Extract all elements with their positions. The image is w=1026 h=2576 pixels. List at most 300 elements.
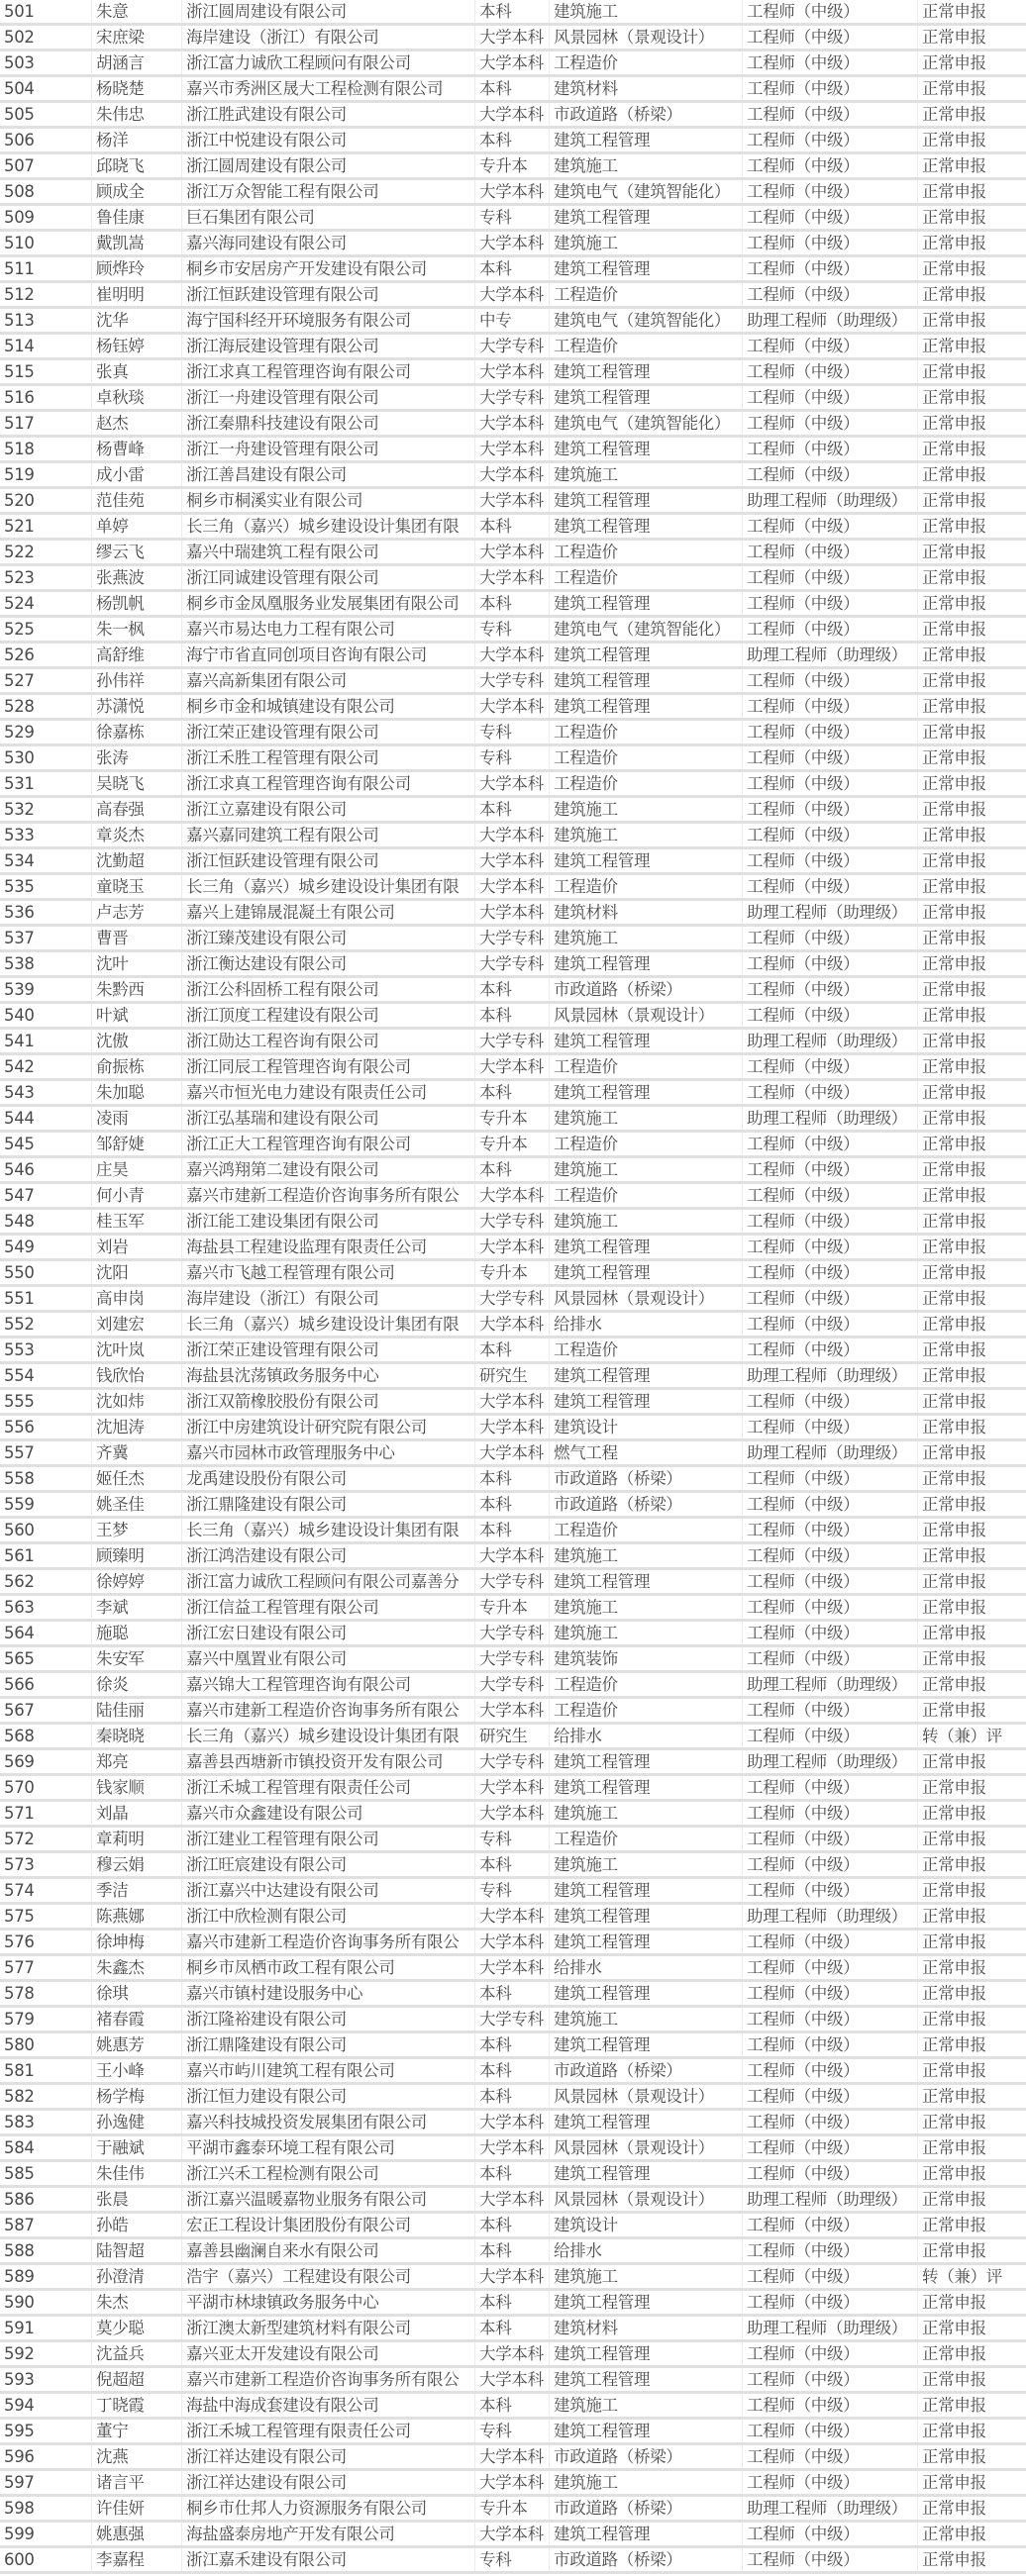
- table-row: [0, 2420, 1026, 2445]
- major-cell: 建筑施工: [550, 2394, 743, 2417]
- applicant-name-cell: 秦晓晓: [92, 1725, 182, 1747]
- table-row: [0, 386, 1026, 412]
- company-cell: 长三角（嘉兴）城乡建设设计集团有限: [182, 1725, 475, 1747]
- education-cell: 大学本科: [475, 360, 550, 383]
- application-type-cell: 正常申报: [922, 851, 986, 870]
- application-type-cell: 正常申报: [922, 1109, 986, 1128]
- major-cell: 风景园林（景观设计）: [550, 2136, 743, 2159]
- row-number-cell: 503: [0, 51, 92, 74]
- title-level-cell: 工程师（中级）: [743, 1622, 918, 1644]
- application-type-cell: 正常申报: [922, 1340, 986, 1359]
- table-row: [0, 2497, 1026, 2523]
- education-cell: 大学专科: [475, 1750, 550, 1773]
- table-row: [0, 1570, 1026, 1596]
- applicant-name-cell: 刘岩: [92, 1236, 182, 1258]
- title-level-cell: 工程师（中级）: [743, 1931, 918, 1953]
- company-cell: 浙江兴禾工程检测有限公司: [182, 2162, 475, 2185]
- application-type-cell: 正常申报: [922, 53, 986, 72]
- table-row: [0, 875, 1026, 901]
- major-cell: 建筑工程管理: [550, 592, 743, 615]
- title-level-cell: 工程师（中级）: [743, 592, 918, 615]
- company-cell: 海宁国科经开环境服务有限公司: [182, 309, 475, 332]
- row-number-cell: 569: [0, 1750, 92, 1773]
- education-cell: 大学本科: [475, 2188, 550, 2211]
- title-level-cell: 助理工程师（助理级）: [743, 2317, 918, 2339]
- applicant-name-cell: 朱加聪: [92, 1081, 182, 1104]
- application-type-cell: 正常申报: [922, 1752, 986, 1771]
- applicant-name-cell: 吴晓飞: [92, 772, 182, 795]
- company-cell: 浙江中悦建设有限公司: [182, 129, 475, 151]
- title-level-cell: 工程师（中级）: [743, 1004, 918, 1027]
- company-cell: 浙江隆裕建设有限公司: [182, 2008, 475, 2031]
- company-cell: 浙江恒跃建设管理有限公司: [182, 849, 475, 872]
- application-type-cell: 正常申报: [922, 440, 986, 458]
- applicant-name-cell: 于融斌: [92, 2136, 182, 2159]
- title-level-cell: 工程师（中级）: [743, 2368, 918, 2391]
- table-row: [0, 1931, 1026, 1956]
- application-type-cell: 正常申报: [922, 543, 986, 561]
- title-level-cell: 工程师（中级）: [743, 103, 918, 126]
- table-row: [0, 1802, 1026, 1828]
- applicant-name-cell: 徐嘉栋: [92, 721, 182, 743]
- education-cell: 大学本科: [475, 695, 550, 718]
- education-cell: 大学本科: [475, 875, 550, 898]
- applicant-name-cell: 李斌: [92, 1596, 182, 1619]
- row-number-cell: 559: [0, 1493, 92, 1516]
- table-row: [0, 2342, 1026, 2368]
- education-cell: 大学专科: [475, 669, 550, 692]
- row-number-cell: 542: [0, 1055, 92, 1078]
- table-row: [0, 1055, 1026, 1081]
- major-cell: 建筑设计: [550, 1416, 743, 1438]
- table-row: [0, 1107, 1026, 1133]
- title-level-cell: 工程师（中级）: [743, 721, 918, 743]
- application-type-cell: 正常申报: [922, 2010, 986, 2029]
- title-level-cell: 助理工程师（助理级）: [743, 1750, 918, 1773]
- major-cell: 给排水: [550, 1313, 743, 1336]
- row-number-cell: 526: [0, 644, 92, 666]
- row-number-cell: 596: [0, 2445, 92, 2468]
- application-type-cell: 转（兼）评: [922, 2267, 1003, 2286]
- title-level-cell: 工程师（中级）: [743, 772, 918, 795]
- major-cell: 建筑工程管理: [550, 438, 743, 460]
- application-type-cell: 正常申报: [922, 1443, 986, 1462]
- education-cell: 大学本科: [475, 1390, 550, 1413]
- education-cell: 专科: [475, 1879, 550, 1902]
- table-row: [0, 1261, 1026, 1287]
- major-cell: 工程造价: [550, 746, 743, 769]
- row-number-cell: 508: [0, 180, 92, 203]
- major-cell: 建筑工程管理: [550, 669, 743, 692]
- major-cell: 工程造价: [550, 1055, 743, 1078]
- application-type-cell: 正常申报: [922, 1830, 986, 1848]
- applicant-name-cell: 高舒维: [92, 644, 182, 666]
- company-cell: 嘉兴高新集团有限公司: [182, 669, 475, 692]
- table-row: [0, 541, 1026, 566]
- applicant-name-cell: 朱意: [92, 0, 182, 23]
- table-row: [0, 412, 1026, 438]
- applicant-name-cell: 缪云飞: [92, 541, 182, 563]
- row-number-cell: 600: [0, 2548, 92, 2571]
- table-row: [0, 1133, 1026, 1158]
- company-cell: 浙江宏日建设有限公司: [182, 1622, 475, 1644]
- table-row: [0, 2471, 1026, 2497]
- major-cell: 建筑工程管理: [550, 1750, 743, 1773]
- major-cell: 建筑施工: [550, 1802, 743, 1825]
- education-cell: 研究生: [475, 1725, 550, 1747]
- title-level-cell: 工程师（中级）: [743, 1699, 918, 1722]
- major-cell: 建筑设计: [550, 2214, 743, 2236]
- row-number-cell: 589: [0, 2265, 92, 2288]
- education-cell: 大学专科: [475, 1210, 550, 1233]
- major-cell: 建筑施工: [550, 154, 743, 177]
- applicant-name-cell: 穆云娟: [92, 1853, 182, 1876]
- major-cell: 建筑工程管理: [550, 1905, 743, 1928]
- title-level-cell: 工程师（中级）: [743, 232, 918, 254]
- application-type-cell: 正常申报: [922, 1418, 986, 1437]
- company-cell: 嘉兴市建新工程造价咨询事务所有限公: [182, 1931, 475, 1953]
- table-row: [0, 1390, 1026, 1416]
- title-level-cell: 工程师（中级）: [743, 515, 918, 538]
- title-level-cell: 工程师（中级）: [743, 1493, 918, 1516]
- title-level-cell: 工程师（中级）: [743, 1133, 918, 1155]
- company-cell: 嘉兴市屿川建筑工程有限公司: [182, 2059, 475, 2082]
- table-row: [0, 2059, 1026, 2085]
- row-number-cell: 566: [0, 1673, 92, 1696]
- applicant-name-cell: 章莉明: [92, 1828, 182, 1850]
- applicant-name-cell: 杨曹峰: [92, 438, 182, 460]
- company-cell: 桐乡市金凤凰服务业发展集团有限公司: [182, 592, 475, 615]
- title-level-cell: 工程师（中级）: [743, 927, 918, 949]
- row-number-cell: 571: [0, 1802, 92, 1825]
- company-cell: 桐乡市仕邦人力资源服务有限公司: [182, 2497, 475, 2520]
- company-cell: 嘉兴亚太开发建设有限公司: [182, 2342, 475, 2365]
- row-number-cell: 594: [0, 2394, 92, 2417]
- education-cell: 本科: [475, 2162, 550, 2185]
- education-cell: 大学本科: [475, 2368, 550, 2391]
- major-cell: 建筑工程管理: [550, 1236, 743, 1258]
- title-level-cell: 工程师（中级）: [743, 1570, 918, 1593]
- title-level-cell: 工程师（中级）: [743, 2162, 918, 2185]
- table-row: [0, 1699, 1026, 1725]
- major-cell: 建筑工程管理: [550, 644, 743, 666]
- major-cell: 建筑工程管理: [550, 2523, 743, 2545]
- row-number-cell: 574: [0, 1879, 92, 1902]
- row-number-cell: 535: [0, 875, 92, 898]
- applicant-name-cell: 章炎杰: [92, 824, 182, 846]
- applicant-name-cell: 朱杰: [92, 2291, 182, 2314]
- row-number-cell: 522: [0, 541, 92, 563]
- title-level-cell: 工程师（中级）: [743, 695, 918, 718]
- major-cell: 市政道路（桥梁）: [550, 103, 743, 126]
- education-cell: 专科: [475, 1828, 550, 1850]
- table-row: [0, 438, 1026, 463]
- education-cell: 本科: [475, 1467, 550, 1490]
- row-number-cell: 586: [0, 2188, 92, 2211]
- applicant-name-cell: 戴凯嵩: [92, 232, 182, 254]
- row-number-cell: 520: [0, 489, 92, 512]
- title-level-cell: 助理工程师（助理级）: [743, 309, 918, 332]
- company-cell: 浙江同辰工程管理咨询有限公司: [182, 1055, 475, 1078]
- row-number-cell: 548: [0, 1210, 92, 1233]
- company-cell: 浙江公科固桥工程有限公司: [182, 978, 475, 1001]
- title-level-cell: 工程师（中级）: [743, 26, 918, 49]
- company-cell: 浙江顶度工程建设有限公司: [182, 1004, 475, 1027]
- application-type-cell: 正常申报: [922, 1495, 986, 1514]
- table-row: [0, 1004, 1026, 1030]
- education-cell: 本科: [475, 257, 550, 280]
- table-row: [0, 26, 1026, 51]
- row-number-cell: 572: [0, 1828, 92, 1850]
- major-cell: 给排水: [550, 1725, 743, 1747]
- title-level-cell: 工程师（中级）: [743, 283, 918, 306]
- applicant-name-cell: 许佳妍: [92, 2497, 182, 2520]
- education-cell: 大学本科: [475, 1802, 550, 1825]
- applicant-name-cell: 杨晓楚: [92, 77, 182, 100]
- application-type-cell: 正常申报: [922, 748, 986, 767]
- row-number-cell: 568: [0, 1725, 92, 1747]
- education-cell: 大学本科: [475, 644, 550, 666]
- major-cell: 建筑工程管理: [550, 2162, 743, 2185]
- education-cell: 专科: [475, 206, 550, 229]
- application-type-cell: 正常申报: [922, 2344, 986, 2363]
- title-level-cell: 工程师（中级）: [743, 2239, 918, 2262]
- applicant-name-cell: 诸言平: [92, 2471, 182, 2494]
- applicant-name-cell: 邹舒婕: [92, 1133, 182, 1155]
- row-number-cell: 599: [0, 2523, 92, 2545]
- table-row: [0, 232, 1026, 257]
- applicant-name-cell: 孙澄清: [92, 2265, 182, 2288]
- row-number-cell: 514: [0, 335, 92, 357]
- major-cell: 建筑工程管理: [550, 1261, 743, 1284]
- major-cell: 风景园林（景观设计）: [550, 1287, 743, 1310]
- title-level-cell: 工程师（中级）: [743, 669, 918, 692]
- major-cell: 市政道路（桥梁）: [550, 2059, 743, 2082]
- major-cell: 建筑施工: [550, 2008, 743, 2031]
- applicant-name-cell: 陆智超: [92, 2239, 182, 2262]
- education-cell: 专升本: [475, 1261, 550, 1284]
- major-cell: 建筑工程管理: [550, 1390, 743, 1413]
- company-cell: 浙江善昌建设有限公司: [182, 463, 475, 486]
- company-cell: 嘉兴鸿翔第二建设有限公司: [182, 1158, 475, 1181]
- major-cell: 建筑工程管理: [550, 2111, 743, 2133]
- table-row: [0, 154, 1026, 180]
- row-number-cell: 527: [0, 669, 92, 692]
- applicant-name-cell: 倪超超: [92, 2368, 182, 2391]
- title-level-cell: 工程师（中级）: [743, 1158, 918, 1181]
- education-cell: 大学本科: [475, 1236, 550, 1258]
- application-type-cell: 正常申报: [922, 2396, 986, 2415]
- row-number-cell: 595: [0, 2420, 92, 2442]
- applicant-name-cell: 邱晓飞: [92, 154, 182, 177]
- application-type-cell: 正常申报: [922, 2216, 986, 2234]
- application-type-cell: 正常申报: [922, 208, 986, 227]
- title-level-cell: 工程师（中级）: [743, 1184, 918, 1207]
- applicant-name-cell: 李嘉程: [92, 2548, 182, 2571]
- title-level-cell: 工程师（中级）: [743, 1544, 918, 1567]
- table-row: [0, 1982, 1026, 2008]
- applicant-name-cell: 沈燕: [92, 2445, 182, 2468]
- company-cell: 浙江禾城工程管理有限责任公司: [182, 2420, 475, 2442]
- major-cell: 建筑电气（建筑智能化）: [550, 309, 743, 332]
- applicant-name-cell: 庄昊: [92, 1158, 182, 1181]
- row-number-cell: 575: [0, 1905, 92, 1928]
- company-cell: 浙江海辰建设管理有限公司: [182, 335, 475, 357]
- major-cell: 建筑施工: [550, 1210, 743, 1233]
- education-cell: 专升本: [475, 154, 550, 177]
- applicant-name-cell: 曹晋: [92, 927, 182, 949]
- title-level-cell: 工程师（中级）: [743, 1879, 918, 1902]
- row-number-cell: 521: [0, 515, 92, 538]
- company-cell: 长三角（嘉兴）城乡建设设计集团有限: [182, 1313, 475, 1336]
- application-type-cell: 正常申报: [922, 2164, 986, 2183]
- application-type-cell: 正常申报: [922, 2087, 986, 2106]
- row-number-cell: 541: [0, 1030, 92, 1052]
- education-cell: 本科: [475, 1519, 550, 1541]
- company-cell: 浙江富力诚欣工程顾问有限公司: [182, 51, 475, 74]
- education-cell: 大学专科: [475, 1673, 550, 1696]
- application-type-cell: 正常申报: [922, 2, 986, 21]
- table-row: [0, 644, 1026, 669]
- major-cell: 建筑施工: [550, 1622, 743, 1644]
- application-type-cell: 正常申报: [922, 2447, 986, 2466]
- application-type-cell: 正常申报: [922, 1546, 986, 1565]
- education-cell: 本科: [475, 1338, 550, 1361]
- title-level-cell: 工程师（中级）: [743, 1390, 918, 1413]
- applicant-name-cell: 朱佳伟: [92, 2162, 182, 2185]
- education-cell: 大学本科: [475, 1699, 550, 1722]
- education-cell: 本科: [475, 978, 550, 1001]
- applicant-name-cell: 季洁: [92, 1879, 182, 1902]
- title-level-cell: 工程师（中级）: [743, 1467, 918, 1490]
- table-row: [0, 1519, 1026, 1544]
- table-row: [0, 824, 1026, 849]
- education-cell: 大学本科: [475, 2136, 550, 2159]
- company-cell: 浙江旺宸建设有限公司: [182, 1853, 475, 1876]
- education-cell: 专升本: [475, 1133, 550, 1155]
- row-number-cell: 504: [0, 77, 92, 100]
- row-number-cell: 597: [0, 2471, 92, 2494]
- application-type-cell: 正常申报: [922, 105, 986, 124]
- title-level-cell: 工程师（中级）: [743, 798, 918, 821]
- title-level-cell: 助理工程师（助理级）: [743, 2497, 918, 2520]
- table-row: [0, 1313, 1026, 1338]
- major-cell: 工程造价: [550, 1133, 743, 1155]
- table-row: [0, 1338, 1026, 1364]
- company-cell: 浙江祥达建设有限公司: [182, 2445, 475, 2468]
- application-type-cell: 正常申报: [922, 1366, 986, 1385]
- table-row: [0, 77, 1026, 103]
- application-type-cell: 正常申报: [922, 1032, 986, 1050]
- table-row: [0, 1853, 1026, 1879]
- applicant-name-cell: 沈如炜: [92, 1390, 182, 1413]
- application-type-cell: 正常申报: [922, 259, 986, 278]
- table-row: [0, 1725, 1026, 1750]
- table-row: [0, 978, 1026, 1004]
- major-cell: 建筑工程管理: [550, 1982, 743, 2005]
- major-cell: 给排水: [550, 1956, 743, 1979]
- education-cell: 本科: [475, 1081, 550, 1104]
- major-cell: 风景园林（景观设计）: [550, 2188, 743, 2211]
- applicant-name-cell: 王梦: [92, 1519, 182, 1541]
- row-number-cell: 545: [0, 1133, 92, 1155]
- row-number-cell: 534: [0, 849, 92, 872]
- education-cell: 专升本: [475, 2497, 550, 2520]
- application-type-cell: 转（兼）评: [922, 1727, 1003, 1745]
- major-cell: 建筑工程管理: [550, 1776, 743, 1799]
- company-cell: 浙江万众智能工程有限公司: [182, 180, 475, 203]
- row-number-cell: 536: [0, 901, 92, 924]
- row-number-cell: 561: [0, 1544, 92, 1567]
- table-row: [0, 927, 1026, 952]
- application-type-cell: 正常申报: [922, 1006, 986, 1025]
- row-number-cell: 501: [0, 0, 92, 23]
- company-cell: 嘉兴海同建设有限公司: [182, 232, 475, 254]
- title-level-cell: 工程师（中级）: [743, 386, 918, 409]
- row-number-cell: 562: [0, 1570, 92, 1593]
- education-cell: 大学本科: [475, 1931, 550, 1953]
- row-number-cell: 537: [0, 927, 92, 949]
- title-level-cell: 工程师（中级）: [743, 2033, 918, 2056]
- education-cell: 专科: [475, 618, 550, 641]
- row-number-cell: 513: [0, 309, 92, 332]
- table-row: [0, 257, 1026, 283]
- applicant-name-cell: 张涛: [92, 746, 182, 769]
- major-cell: 建筑施工: [550, 824, 743, 846]
- row-number-cell: 539: [0, 978, 92, 1001]
- row-number-cell: 528: [0, 695, 92, 718]
- row-number-cell: 509: [0, 206, 92, 229]
- company-cell: 海宁市省直同创项目咨询有限公司: [182, 644, 475, 666]
- title-level-cell: 工程师（中级）: [743, 438, 918, 460]
- company-cell: 浙江求真工程管理咨询有限公司: [182, 772, 475, 795]
- title-level-cell: 工程师（中级）: [743, 1261, 918, 1284]
- company-cell: 嘉兴市镇村建设服务中心: [182, 1982, 475, 2005]
- row-number-cell: 523: [0, 566, 92, 589]
- applicant-name-cell: 顾成全: [92, 180, 182, 203]
- application-type-cell: 正常申报: [922, 388, 986, 407]
- row-number-cell: 588: [0, 2239, 92, 2262]
- applicant-name-cell: 卓秋琰: [92, 386, 182, 409]
- application-type-cell: 正常申报: [922, 2138, 986, 2157]
- application-type-cell: 正常申报: [922, 1469, 986, 1488]
- title-level-cell: 助理工程师（助理级）: [743, 1364, 918, 1387]
- company-cell: 嘉兴市飞越工程管理有限公司: [182, 1261, 475, 1284]
- row-number-cell: 564: [0, 1622, 92, 1644]
- company-cell: 海岸建设（浙江）有限公司: [182, 1287, 475, 1310]
- major-cell: 建筑工程管理: [550, 952, 743, 975]
- applicant-name-cell: 孙逸健: [92, 2111, 182, 2133]
- applicant-name-cell: 莫少聪: [92, 2317, 182, 2339]
- major-cell: 市政道路（桥梁）: [550, 978, 743, 1001]
- title-level-cell: 工程师（中级）: [743, 335, 918, 357]
- application-type-cell: 正常申报: [922, 671, 986, 690]
- table-row: [0, 901, 1026, 927]
- application-type-cell: 正常申报: [922, 2525, 986, 2543]
- title-level-cell: 工程师（中级）: [743, 1725, 918, 1747]
- education-cell: 本科: [475, 129, 550, 151]
- application-type-cell: 正常申报: [922, 362, 986, 381]
- applicant-name-cell: 徐婷婷: [92, 1570, 182, 1593]
- title-level-cell: 工程师（中级）: [743, 1519, 918, 1541]
- title-level-cell: 工程师（中级）: [743, 2136, 918, 2159]
- table-row: [0, 1828, 1026, 1853]
- company-cell: 桐乡市金和城镇建设有限公司: [182, 695, 475, 718]
- applicant-name-cell: 徐炎: [92, 1673, 182, 1696]
- education-cell: 大学本科: [475, 463, 550, 486]
- row-number-cell: 565: [0, 1647, 92, 1670]
- company-cell: 浙江恒力建设有限公司: [182, 2085, 475, 2108]
